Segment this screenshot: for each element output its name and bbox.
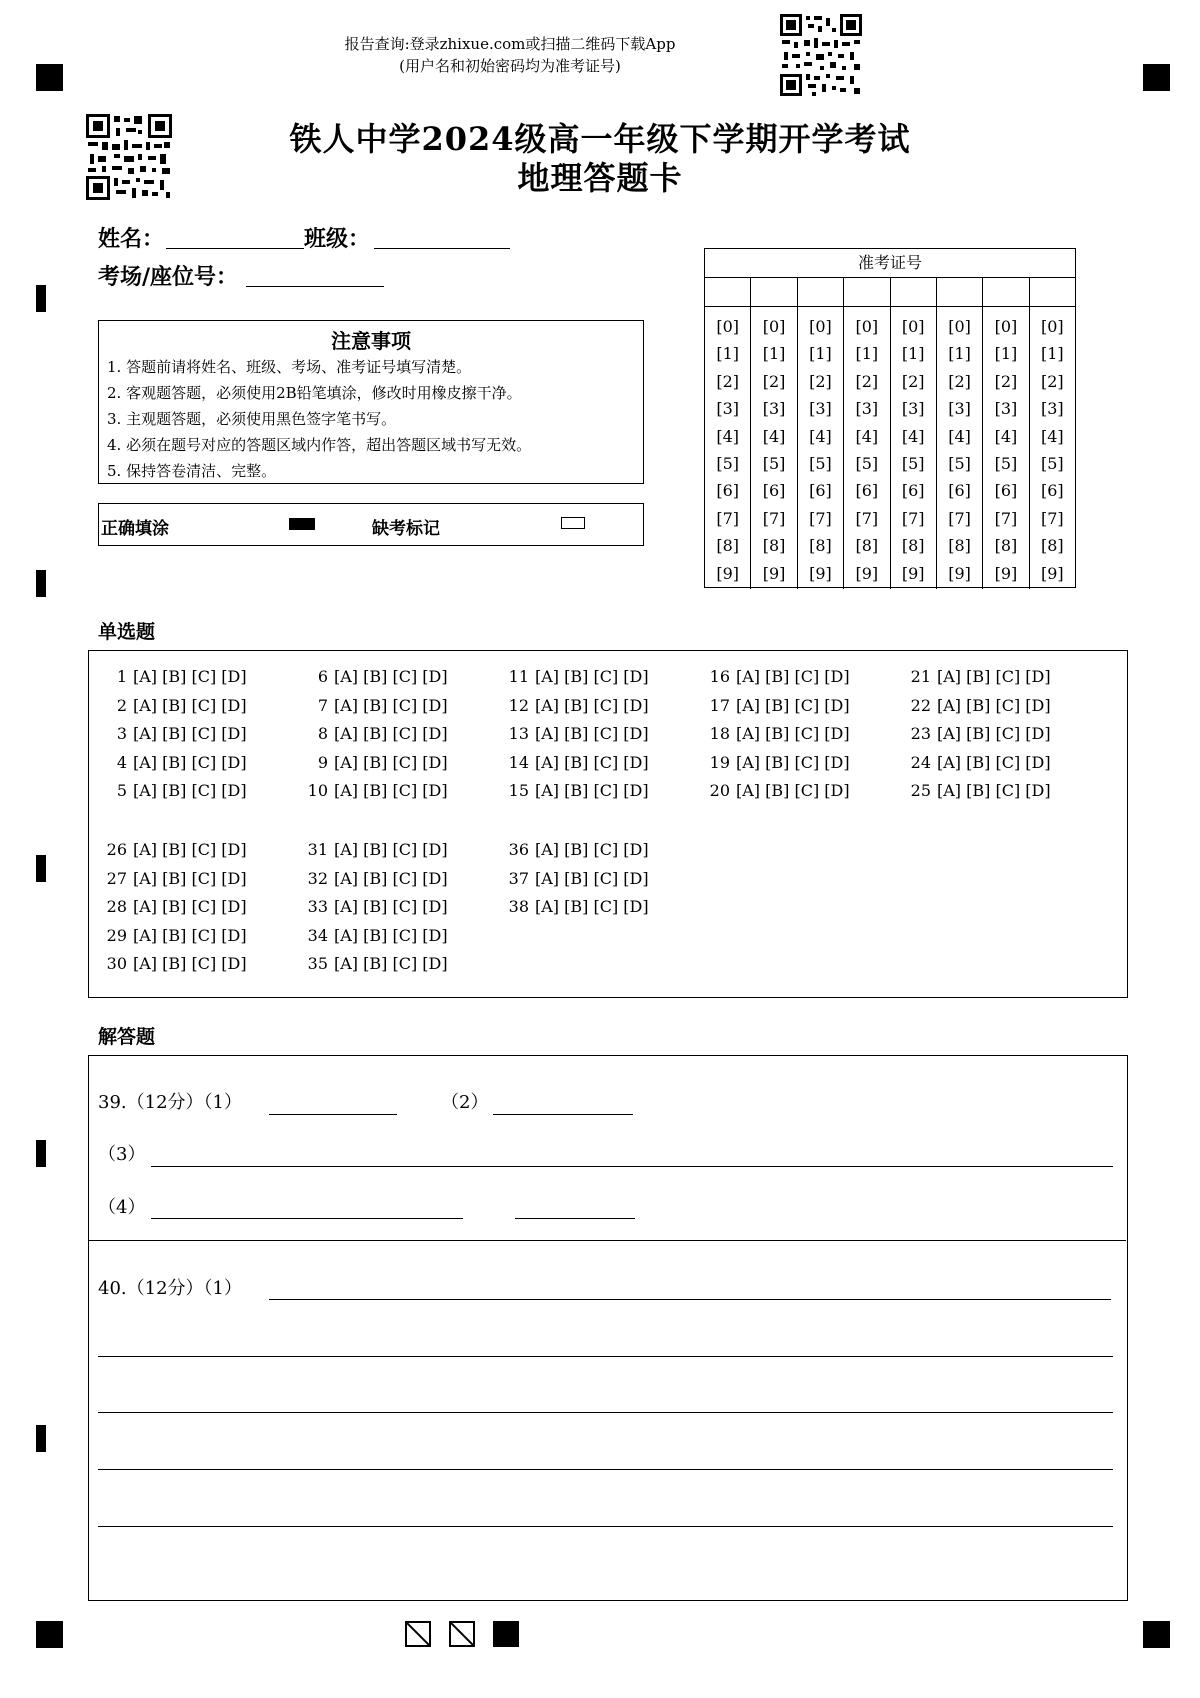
ticket-digit-bubble[interactable]: [9] xyxy=(994,563,1018,583)
ticket-digit-bubble[interactable]: [1] xyxy=(1040,344,1064,364)
timing-mark xyxy=(36,1425,46,1452)
question-number: 12 xyxy=(508,695,529,715)
ticket-digit-bubble[interactable]: [0] xyxy=(716,317,740,336)
answer-options[interactable]: [A] [B] [C] [D] xyxy=(133,840,247,859)
q40-answer-line[interactable] xyxy=(98,1356,1113,1357)
single-choice-item xyxy=(306,897,448,916)
name-label: 姓名： xyxy=(98,226,165,252)
q39-part4-line[interactable] xyxy=(151,1218,463,1219)
ticket-digit-bubble[interactable]: [8] xyxy=(948,536,971,556)
question-number: 26 xyxy=(106,840,127,859)
answer-options[interactable]: [A] [B] [C] [D] xyxy=(133,925,247,945)
ticket-digit-bubble[interactable]: [1] xyxy=(855,344,879,364)
ticket-digit-bubble[interactable]: [4] xyxy=(901,426,925,446)
question-number: 5 xyxy=(116,781,127,800)
question-number: 38 xyxy=(508,897,529,916)
answer-options[interactable]: [A] [B] [C] [D] xyxy=(535,695,649,715)
answer-options[interactable]: [A] [B] [C] [D] xyxy=(937,695,1051,715)
ticket-number-grid xyxy=(704,248,1076,588)
ticket-digit-bubble[interactable]: [2] xyxy=(1040,371,1064,391)
question-number: 31 xyxy=(307,840,328,859)
correct-fill-sample xyxy=(289,518,315,530)
ticket-digit-bubble[interactable]: [6] xyxy=(809,481,832,501)
single-choice-item xyxy=(105,840,247,859)
answer-options[interactable]: [A] [B] [C] [D] xyxy=(133,667,247,686)
answer-options[interactable]: [A] [B] [C] [D] xyxy=(334,925,448,945)
ticket-digit-column xyxy=(983,307,1029,589)
ticket-digit-bubble[interactable]: [2] xyxy=(762,371,786,391)
ticket-digit-cell[interactable] xyxy=(891,278,937,306)
ticket-digit-bubble[interactable]: [1] xyxy=(716,344,740,364)
class-label: 班级： xyxy=(304,226,371,252)
ticket-digit-bubble[interactable]: [5] xyxy=(809,453,832,473)
ticket-digit-column xyxy=(937,307,983,589)
answer-options[interactable]: [A] [B] [C] [D] xyxy=(334,724,448,743)
single-choice-item xyxy=(306,753,448,772)
answer-options[interactable]: [A] [B] [C] [D] xyxy=(133,752,247,772)
report-query-line1: 报告查询:登录zhixue.com或扫描二维码下载App xyxy=(344,35,676,53)
q40-prefix: 40.（12分）（1） xyxy=(98,1278,242,1299)
single-choice-item xyxy=(507,897,649,916)
answer-options[interactable]: [A] [B] [C] [D] xyxy=(937,667,1051,686)
ticket-digit-bubble[interactable]: [3] xyxy=(948,399,971,419)
ticket-digit-bubble[interactable]: [0] xyxy=(762,317,786,336)
answer-options[interactable]: [A] [B] [C] [D] xyxy=(535,840,649,859)
ticket-digit-bubble[interactable]: [5] xyxy=(716,453,740,473)
single-choice-box xyxy=(88,650,1128,998)
question-number: 24 xyxy=(910,752,931,772)
question-number: 6 xyxy=(317,667,328,686)
ticket-digit-bubble[interactable]: [6] xyxy=(948,481,971,501)
answer-options[interactable]: [A] [B] [C] [D] xyxy=(736,752,850,772)
ticket-digit-bubble[interactable]: [4] xyxy=(855,426,879,446)
single-choice-item xyxy=(306,954,448,973)
ticket-digit-cell[interactable] xyxy=(983,278,1029,306)
answer-options[interactable]: [A] [B] [C] [D] xyxy=(334,897,448,916)
absent-mark-label: 缺考标记 xyxy=(372,519,440,539)
question-number: 29 xyxy=(106,925,127,945)
q39-part1-line[interactable] xyxy=(269,1114,397,1115)
ticket-digit-bubble[interactable]: [4] xyxy=(994,426,1018,446)
answer-options[interactable]: [A] [B] [C] [D] xyxy=(334,752,448,772)
notice-item: 5. 保持答卷清洁、完整。 xyxy=(107,462,277,480)
question-number: 16 xyxy=(709,667,730,686)
ticket-digit-cell[interactable] xyxy=(705,278,751,306)
answer-options[interactable]: [A] [B] [C] [D] xyxy=(133,954,247,973)
single-choice-item xyxy=(507,667,649,686)
ticket-digit-bubble[interactable]: [2] xyxy=(994,371,1018,391)
ticket-digit-cell[interactable] xyxy=(844,278,890,306)
ticket-digit-bubble[interactable]: [4] xyxy=(809,426,832,446)
single-choice-item xyxy=(306,781,448,800)
single-choice-item xyxy=(708,696,850,715)
ticket-digit-bubble[interactable]: [8] xyxy=(716,536,740,556)
ticket-digit-column xyxy=(844,307,890,589)
class-field[interactable] xyxy=(374,248,510,249)
question-number: 3 xyxy=(116,724,127,743)
notice-item: 3. 主观题答题，必须使用黑色签字笔书写。 xyxy=(107,410,397,428)
answer-options[interactable]: [A] [B] [C] [D] xyxy=(334,695,448,715)
ticket-digit-bubble[interactable]: [7] xyxy=(716,508,740,528)
q39-part3-label: （3） xyxy=(98,1144,146,1165)
question-number: 18 xyxy=(709,724,730,743)
question-number: 10 xyxy=(307,781,328,800)
q40-part1-line[interactable] xyxy=(269,1299,1111,1300)
answer-box xyxy=(88,1055,1128,1601)
single-choice-item xyxy=(306,926,448,945)
ticket-digit-bubble[interactable]: [6] xyxy=(901,481,925,501)
ticket-digit-bubble[interactable]: [4] xyxy=(762,426,786,446)
question-number: 32 xyxy=(307,868,328,888)
single-choice-item xyxy=(306,724,448,743)
ticket-digit-bubble[interactable]: [4] xyxy=(1040,426,1064,446)
ticket-digit-bubble[interactable]: [7] xyxy=(1040,508,1064,528)
ticket-digit-bubble[interactable]: [0] xyxy=(855,317,879,336)
ticket-digit-bubble[interactable]: [3] xyxy=(809,399,832,419)
question-number: 1 xyxy=(116,667,127,686)
question-number: 35 xyxy=(307,954,328,973)
answer-options[interactable]: [A] [B] [C] [D] xyxy=(334,840,448,859)
name-field[interactable] xyxy=(166,248,304,249)
timing-mark xyxy=(36,570,46,597)
single-choice-item xyxy=(909,667,1051,686)
q39-part4-label: （4） xyxy=(98,1197,146,1218)
ticket-digit-bubble[interactable]: [2] xyxy=(809,371,832,391)
question-number: 36 xyxy=(508,840,529,859)
ticket-digit-bubble[interactable]: [5] xyxy=(1040,453,1064,473)
question-number: 33 xyxy=(307,897,328,916)
single-choice-item xyxy=(507,869,649,888)
timing-mark xyxy=(36,855,46,882)
single-choice-item xyxy=(105,897,247,916)
single-choice-item xyxy=(105,667,247,686)
notice-item: 1. 答题前请将姓名、班级、考场、准考证号填写清楚。 xyxy=(107,358,472,376)
question-number: 21 xyxy=(910,667,931,686)
page-mark-slashed xyxy=(449,1621,475,1647)
ticket-digit-bubble[interactable]: [8] xyxy=(994,536,1018,556)
question-number: 11 xyxy=(508,667,529,686)
single-choice-item xyxy=(105,724,247,743)
timing-mark xyxy=(36,285,46,312)
ticket-digit-column xyxy=(1030,307,1075,589)
absent-mark-checkbox[interactable] xyxy=(561,517,585,529)
ticket-digit-bubble[interactable]: [1] xyxy=(948,344,971,364)
ticket-digit-bubble[interactable]: [5] xyxy=(901,453,925,473)
question-number: 9 xyxy=(317,752,328,772)
answer-options[interactable]: [A] [B] [C] [D] xyxy=(334,667,448,686)
answer-options[interactable]: [A] [B] [C] [D] xyxy=(937,724,1051,743)
answer-options[interactable]: [A] [B] [C] [D] xyxy=(736,695,850,715)
ticket-digit-bubble[interactable]: [5] xyxy=(948,453,971,473)
single-choice-item xyxy=(909,696,1051,715)
single-choice-item xyxy=(708,667,850,686)
ticket-digit-bubble[interactable]: [3] xyxy=(762,399,786,419)
answer-options[interactable]: [A] [B] [C] [D] xyxy=(133,868,247,888)
question-number: 13 xyxy=(508,724,529,743)
question-number: 25 xyxy=(910,781,931,800)
ticket-digit-bubble[interactable]: [9] xyxy=(855,563,879,583)
answer-options[interactable]: [A] [B] [C] [D] xyxy=(736,781,850,800)
fill-example-box xyxy=(98,503,644,546)
ticket-digit-bubble[interactable]: [4] xyxy=(716,426,740,446)
report-query-line2: (用户名和初始密码均为准考证号) xyxy=(399,57,621,75)
ticket-digit-column xyxy=(891,307,937,589)
ticket-digit-bubble[interactable]: [6] xyxy=(994,481,1018,501)
ticket-bubble-columns xyxy=(705,307,1075,589)
ticket-digit-bubble[interactable]: [1] xyxy=(994,344,1018,364)
ticket-digit-bubble[interactable]: [2] xyxy=(948,371,971,391)
q39-part2-label: （2） xyxy=(441,1092,489,1113)
notice-item: 4. 必须在题号对应的答题区域内作答，超出答题区域书写无效。 xyxy=(107,436,532,454)
question-number: 8 xyxy=(317,724,328,743)
q40-answer-line[interactable] xyxy=(98,1469,1113,1470)
ticket-digit-bubble[interactable]: [9] xyxy=(762,563,786,583)
single-choice-item xyxy=(105,696,247,715)
timing-mark xyxy=(36,1140,46,1167)
question-number: 15 xyxy=(508,781,529,800)
answer-options[interactable]: [A] [B] [C] [D] xyxy=(133,897,247,916)
ticket-digit-bubble[interactable]: [8] xyxy=(1040,536,1064,556)
ticket-digit-bubble[interactable]: [2] xyxy=(901,371,925,391)
answer-options[interactable]: [A] [B] [C] [D] xyxy=(334,868,448,888)
ticket-digit-bubble[interactable]: [8] xyxy=(901,536,925,556)
answer-options[interactable]: [A] [B] [C] [D] xyxy=(334,781,448,800)
report-query-note xyxy=(330,33,690,77)
ticket-digit-bubble[interactable]: [0] xyxy=(901,317,925,336)
app-qr-code[interactable] xyxy=(780,14,862,96)
ticket-digit-cell[interactable] xyxy=(751,278,797,306)
ticket-digit-bubble[interactable]: [8] xyxy=(762,536,786,556)
question-number: 17 xyxy=(709,695,730,715)
ticket-digit-bubble[interactable]: [1] xyxy=(901,344,925,364)
question-number: 28 xyxy=(106,897,127,916)
ticket-digit-bubble[interactable]: [6] xyxy=(1040,481,1064,501)
single-choice-label: 单选题 xyxy=(98,621,156,643)
timing-mark xyxy=(1143,64,1170,91)
ticket-digit-bubble[interactable]: [5] xyxy=(994,453,1018,473)
answer-options[interactable]: [A] [B] [C] [D] xyxy=(133,695,247,715)
ticket-digit-bubble[interactable]: [7] xyxy=(901,508,925,528)
q39-part4-line-extra[interactable] xyxy=(515,1218,635,1219)
single-choice-item xyxy=(909,781,1051,800)
ticket-digit-cell[interactable] xyxy=(937,278,983,306)
answer-options[interactable]: [A] [B] [C] [D] xyxy=(133,781,247,800)
question-number: 27 xyxy=(106,868,127,888)
answer-options[interactable]: [A] [B] [C] [D] xyxy=(535,868,649,888)
seat-field[interactable] xyxy=(246,286,384,287)
question-number: 20 xyxy=(709,781,730,800)
question-number: 30 xyxy=(106,954,127,973)
ticket-digit-bubble[interactable]: [7] xyxy=(762,508,786,528)
ticket-digit-bubble[interactable]: [9] xyxy=(809,563,832,583)
single-choice-item xyxy=(708,753,850,772)
ticket-digit-bubble[interactable]: [8] xyxy=(855,536,879,556)
q40-answer-line[interactable] xyxy=(98,1412,1113,1413)
page-mark-slashed xyxy=(405,1621,431,1647)
subject-title: 地理答题卡 xyxy=(517,159,683,197)
ticket-digit-bubble[interactable]: [3] xyxy=(994,399,1018,419)
single-choice-item xyxy=(507,724,649,743)
q40-answer-line[interactable] xyxy=(98,1526,1113,1527)
question-number: 7 xyxy=(317,695,328,715)
question-number: 19 xyxy=(709,752,730,772)
ticket-digit-bubble[interactable]: [5] xyxy=(762,453,786,473)
ticket-digit-bubble[interactable]: [3] xyxy=(855,399,879,419)
ticket-digit-bubble[interactable]: [0] xyxy=(948,317,971,336)
ticket-digit-bubble[interactable]: [9] xyxy=(716,563,740,583)
ticket-digit-column xyxy=(751,307,797,589)
single-choice-item xyxy=(708,724,850,743)
page-mark-filled xyxy=(493,1621,519,1647)
ticket-digit-bubble[interactable]: [1] xyxy=(762,344,786,364)
answer-options[interactable]: [A] [B] [C] [D] xyxy=(535,724,649,743)
ticket-digit-entry-row xyxy=(705,278,1075,307)
single-choice-item xyxy=(306,869,448,888)
single-choice-item xyxy=(105,926,247,945)
ticket-digit-cell[interactable] xyxy=(1030,278,1075,306)
notice-item: 2. 客观题答题，必须使用2B铅笔填涂，修改时用橡皮擦干净。 xyxy=(107,384,522,402)
single-choice-item xyxy=(507,840,649,859)
ticket-digit-bubble[interactable]: [6] xyxy=(855,481,879,501)
answer-options[interactable]: [A] [B] [C] [D] xyxy=(736,667,850,686)
answer-options[interactable]: [A] [B] [C] [D] xyxy=(535,781,649,800)
question-number: 2 xyxy=(116,695,127,715)
q39-part2-line[interactable] xyxy=(493,1114,633,1115)
notice-box xyxy=(98,320,644,484)
single-choice-item xyxy=(909,724,1051,743)
single-choice-item xyxy=(105,753,247,772)
answer-options[interactable]: [A] [B] [C] [D] xyxy=(535,667,649,686)
ticket-digit-bubble[interactable]: [9] xyxy=(1040,563,1064,583)
ticket-digit-bubble[interactable]: [3] xyxy=(1040,399,1064,419)
timing-mark xyxy=(36,1621,63,1648)
ticket-digit-bubble[interactable]: [0] xyxy=(994,317,1018,336)
answer-options[interactable]: [A] [B] [C] [D] xyxy=(334,954,448,973)
ticket-digit-bubble[interactable]: [5] xyxy=(855,453,879,473)
ticket-digit-column xyxy=(705,307,751,589)
ticket-digit-bubble[interactable]: [4] xyxy=(948,426,971,446)
timing-mark xyxy=(36,64,63,91)
ticket-digit-bubble[interactable]: [3] xyxy=(716,399,740,419)
ticket-digit-bubble[interactable]: [9] xyxy=(948,563,971,583)
question-number: 14 xyxy=(508,752,529,772)
notice-title: 注意事项 xyxy=(331,329,411,353)
exam-title: 铁人中学2024级高一年级下学期开学考试 xyxy=(289,120,911,158)
ticket-digit-bubble[interactable]: [7] xyxy=(994,508,1018,528)
ticket-digit-bubble[interactable]: [2] xyxy=(855,371,879,391)
ticket-title: 准考证号 xyxy=(705,249,1075,278)
answer-options[interactable]: [A] [B] [C] [D] xyxy=(535,752,649,772)
ticket-digit-bubble[interactable]: [9] xyxy=(901,563,925,583)
answer-options[interactable]: [A] [B] [C] [D] xyxy=(937,752,1051,772)
ticket-digit-bubble[interactable]: [7] xyxy=(809,508,832,528)
ticket-digit-column xyxy=(798,307,844,589)
question-number: 34 xyxy=(307,925,328,945)
single-choice-item xyxy=(105,869,247,888)
q39-part3-line[interactable] xyxy=(151,1166,1113,1167)
question-number: 4 xyxy=(116,752,127,772)
answer-options[interactable]: [A] [B] [C] [D] xyxy=(937,781,1051,800)
single-choice-item xyxy=(105,781,247,800)
seat-label: 考场/座位号： xyxy=(98,264,239,290)
ticket-digit-bubble[interactable]: [0] xyxy=(809,317,832,336)
answer-section-label: 解答题 xyxy=(98,1026,156,1048)
ticket-digit-bubble[interactable]: [0] xyxy=(1040,317,1064,336)
single-choice-item xyxy=(909,753,1051,772)
notice-list xyxy=(99,354,643,484)
q39-prefix: 39.（12分）（1） xyxy=(98,1092,242,1113)
single-choice-item xyxy=(507,696,649,715)
timing-mark xyxy=(1143,1621,1170,1648)
answer-options[interactable]: [A] [B] [C] [D] xyxy=(133,724,247,743)
single-choice-item xyxy=(306,696,448,715)
ticket-digit-cell[interactable] xyxy=(798,278,844,306)
single-choice-item xyxy=(306,667,448,686)
answer-options[interactable]: [A] [B] [C] [D] xyxy=(736,724,850,743)
question-divider xyxy=(89,1240,1126,1241)
ticket-digit-bubble[interactable]: [1] xyxy=(809,344,832,364)
single-choice-item xyxy=(507,753,649,772)
ticket-digit-bubble[interactable]: [7] xyxy=(855,508,879,528)
single-choice-item xyxy=(306,840,448,859)
ticket-digit-bubble[interactable]: [3] xyxy=(901,399,925,419)
ticket-digit-bubble[interactable]: [2] xyxy=(716,371,740,391)
question-number: 23 xyxy=(910,724,931,743)
single-choice-item xyxy=(105,954,247,973)
question-number: 37 xyxy=(508,868,529,888)
correct-fill-label: 正确填涂 xyxy=(101,519,169,539)
single-choice-item xyxy=(507,781,649,800)
ticket-digit-bubble[interactable]: [8] xyxy=(809,536,832,556)
question-number: 22 xyxy=(910,695,931,715)
single-choice-item xyxy=(708,781,850,800)
answer-options[interactable]: [A] [B] [C] [D] xyxy=(535,897,649,916)
ticket-digit-bubble[interactable]: [6] xyxy=(716,481,740,501)
ticket-digit-bubble[interactable]: [6] xyxy=(762,481,786,501)
ticket-digit-bubble[interactable]: [7] xyxy=(948,508,971,528)
